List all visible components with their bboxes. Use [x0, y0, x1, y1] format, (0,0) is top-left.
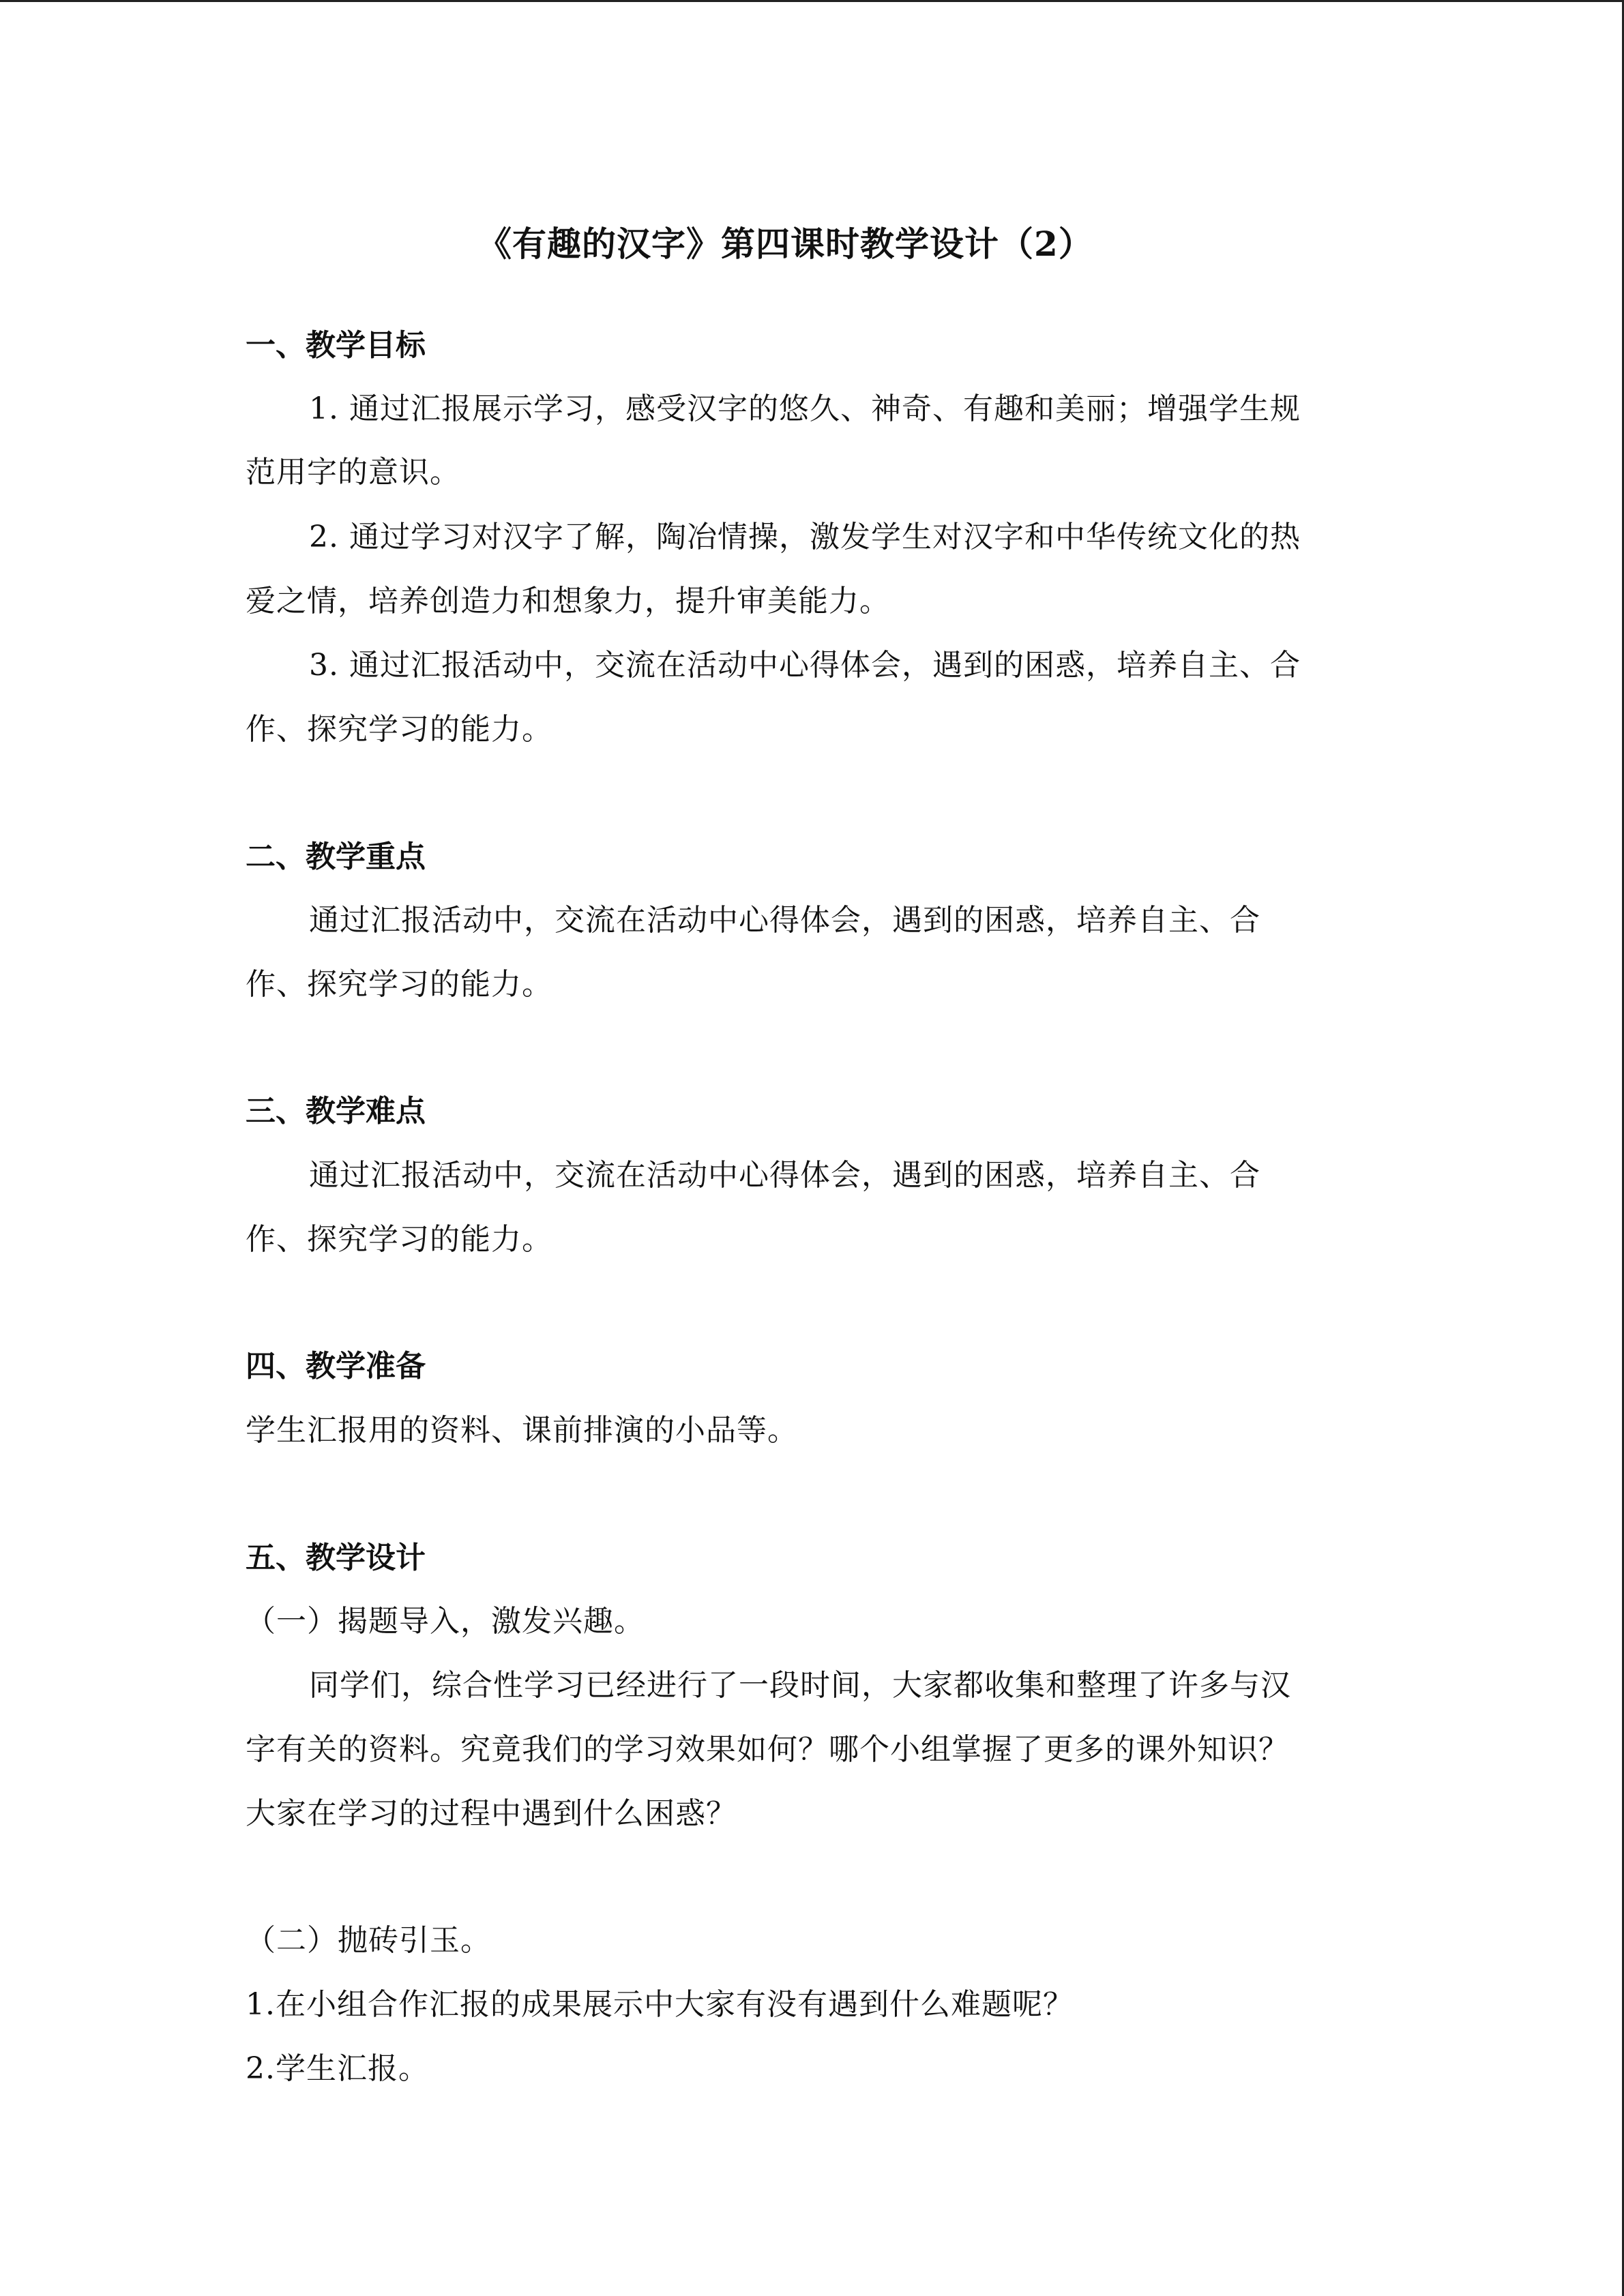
design-subheading: （一）揭题导入，激发兴趣。	[246, 1604, 645, 1639]
section-heading-key-points: 二、教学重点	[246, 839, 426, 874]
objectives-line: 1. 通过汇报展示学习，感受汉字的悠久、神奇、有趣和美丽；增强学生规	[309, 391, 1301, 426]
objectives-line: 爱之情，培养创造力和想象力，提升审美能力。	[246, 584, 890, 618]
section-heading-design: 五、教学设计	[246, 1540, 426, 1575]
section-heading-preparation: 四、教学准备	[246, 1349, 426, 1384]
objectives-line: 3. 通过汇报活动中，交流在活动中心得体会，遇到的困惑，培养自主、合	[309, 648, 1301, 683]
section-heading-difficulties: 三、教学难点	[246, 1094, 426, 1129]
section-heading-objectives: 一、教学目标	[246, 328, 426, 363]
preparation-line: 学生汇报用的资料、课前排演的小品等。	[246, 1413, 798, 1448]
objectives-line: 2. 通过学习对汉字了解，陶冶情操，激发学生对汉字和中华传统文化的热	[309, 520, 1301, 554]
design-subheading: （二）抛砖引玉。	[246, 1923, 491, 1958]
difficulties-line: 通过汇报活动中，交流在活动中心得体会，遇到的困惑，培养自主、合	[309, 1158, 1260, 1193]
difficulties-line: 作、探究学习的能力。	[246, 1222, 552, 1257]
document-title: 《有趣的汉字》第四课时教学设计（2）	[477, 224, 1093, 264]
design-line: 字有关的资料。究竟我们的学习效果如何？哪个小组掌握了更多的课外知识？	[246, 1732, 1289, 1767]
key-points-line: 通过汇报活动中，交流在活动中心得体会，遇到的困惑，培养自主、合	[309, 903, 1260, 938]
key-points-line: 作、探究学习的能力。	[246, 967, 552, 1002]
design-line: 大家在学习的过程中遇到什么困惑？	[246, 1796, 737, 1831]
objectives-line: 范用字的意识。	[246, 455, 460, 490]
design-line: 1.在小组合作汇报的成果展示中大家有没有遇到什么难题呢？	[246, 1987, 1074, 2022]
top-border-line	[0, 0, 1624, 2]
design-line: 2.学生汇报。	[246, 2051, 429, 2086]
objectives-line: 作、探究学习的能力。	[246, 712, 552, 747]
design-line: 同学们，综合性学习已经进行了一段时间，大家都收集和整理了许多与汉	[309, 1668, 1291, 1703]
